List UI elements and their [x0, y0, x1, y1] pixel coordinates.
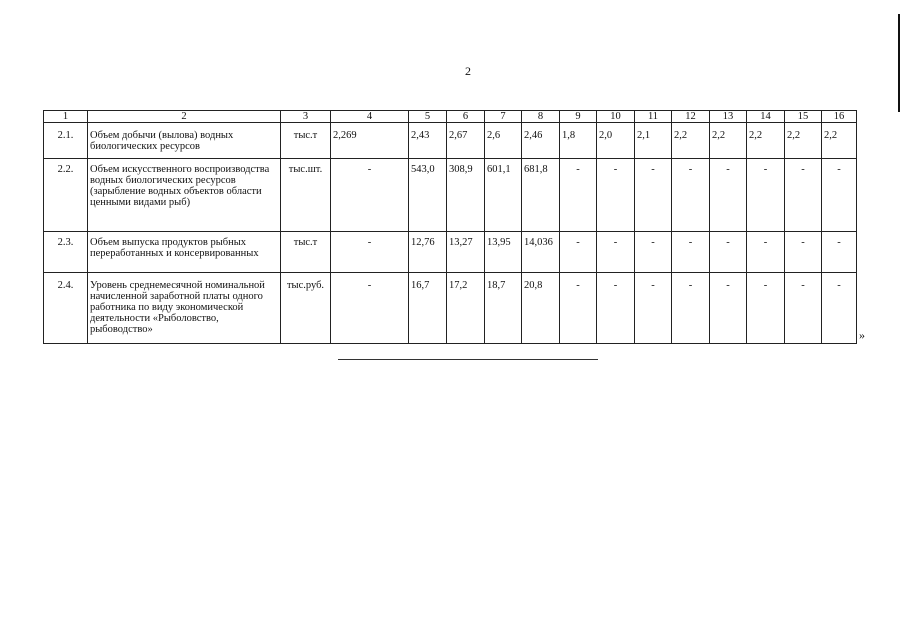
value-cell: - [635, 273, 672, 344]
value-cell: 308,9 [447, 159, 485, 232]
value-cell: - [635, 159, 672, 232]
end-divider [338, 359, 598, 360]
value-cell: 2,6 [485, 123, 522, 159]
value-cell: - [822, 159, 857, 232]
value-cell: - [560, 232, 597, 273]
value-cell: 12,76 [409, 232, 447, 273]
value-cell: - [331, 159, 409, 232]
value-cell: 681,8 [522, 159, 560, 232]
closing-quote: » [859, 328, 865, 342]
indicator-name: Объем выпуска продуктов рыбных переработанных и консервированных [88, 232, 281, 273]
page-number: 2 [465, 64, 471, 78]
value-cell: - [710, 159, 747, 232]
value-cell: 601,1 [485, 159, 522, 232]
value-cell: - [710, 232, 747, 273]
value-cell: 2,2 [710, 123, 747, 159]
column-header: 6 [447, 111, 485, 123]
table-row [44, 232, 857, 273]
value-cell: 1,8 [560, 123, 597, 159]
value-cell: - [747, 232, 785, 273]
column-header: 7 [485, 111, 522, 123]
value-cell: - [822, 273, 857, 344]
row-number: 2.1. [44, 123, 88, 159]
value-cell: 2,2 [785, 123, 822, 159]
value-cell: 2,2 [672, 123, 710, 159]
value-cell: - [560, 159, 597, 232]
column-header: 1 [44, 111, 88, 123]
column-header: 4 [331, 111, 409, 123]
value-cell: 2,43 [409, 123, 447, 159]
column-header: 9 [560, 111, 597, 123]
column-header: 13 [710, 111, 747, 123]
value-cell: - [672, 232, 710, 273]
value-cell: - [597, 159, 635, 232]
value-cell: - [785, 273, 822, 344]
value-cell: - [635, 232, 672, 273]
value-cell: - [785, 232, 822, 273]
unit-cell: тыс.т [281, 123, 331, 159]
value-cell: - [597, 273, 635, 344]
table-row [44, 123, 857, 159]
value-cell: - [560, 273, 597, 344]
unit-cell: тыс.шт. [281, 159, 331, 232]
column-header: 10 [597, 111, 635, 123]
header-row [44, 111, 857, 123]
column-header: 11 [635, 111, 672, 123]
value-cell: 2,269 [331, 123, 409, 159]
column-header: 5 [409, 111, 447, 123]
indicator-name: Уровень среднемесячной номинальной начисленной заработной платы одного работника по виду экономической деятельности «Рыболовство, рыбоводство» [88, 273, 281, 344]
value-cell: - [822, 232, 857, 273]
indicators-table [43, 110, 857, 344]
value-cell: 20,8 [522, 273, 560, 344]
value-cell: 16,7 [409, 273, 447, 344]
column-header: 12 [672, 111, 710, 123]
value-cell: - [785, 159, 822, 232]
value-cell: 18,7 [485, 273, 522, 344]
column-header: 8 [522, 111, 560, 123]
value-cell: 2,46 [522, 123, 560, 159]
margin-rule [898, 14, 900, 112]
value-cell: 13,27 [447, 232, 485, 273]
value-cell: 17,2 [447, 273, 485, 344]
row-number: 2.4. [44, 273, 88, 344]
table-row [44, 273, 857, 344]
value-cell: 2,1 [635, 123, 672, 159]
row-number: 2.2. [44, 159, 88, 232]
unit-cell: тыс.т [281, 232, 331, 273]
value-cell: - [747, 273, 785, 344]
value-cell: 13,95 [485, 232, 522, 273]
row-number: 2.3. [44, 232, 88, 273]
value-cell: - [597, 232, 635, 273]
column-header: 16 [822, 111, 857, 123]
value-cell: 2,2 [822, 123, 857, 159]
value-cell: - [747, 159, 785, 232]
table-row [44, 159, 857, 232]
value-cell: - [331, 232, 409, 273]
unit-cell: тыс.руб. [281, 273, 331, 344]
value-cell: 2,0 [597, 123, 635, 159]
value-cell: - [672, 273, 710, 344]
column-header: 2 [88, 111, 281, 123]
column-header: 15 [785, 111, 822, 123]
value-cell: 14,036 [522, 232, 560, 273]
value-cell: 2,67 [447, 123, 485, 159]
value-cell: 543,0 [409, 159, 447, 232]
value-cell: - [672, 159, 710, 232]
column-header: 14 [747, 111, 785, 123]
indicator-name: Объем искусственного воспроизводства водных биологических ресурсов (зарыбление водных объектов области ценными видами рыб) [88, 159, 281, 232]
value-cell: 2,2 [747, 123, 785, 159]
indicator-name: Объем добычи (вылова) водных биологических ресурсов [88, 123, 281, 159]
value-cell: - [710, 273, 747, 344]
value-cell: - [331, 273, 409, 344]
column-header: 3 [281, 111, 331, 123]
